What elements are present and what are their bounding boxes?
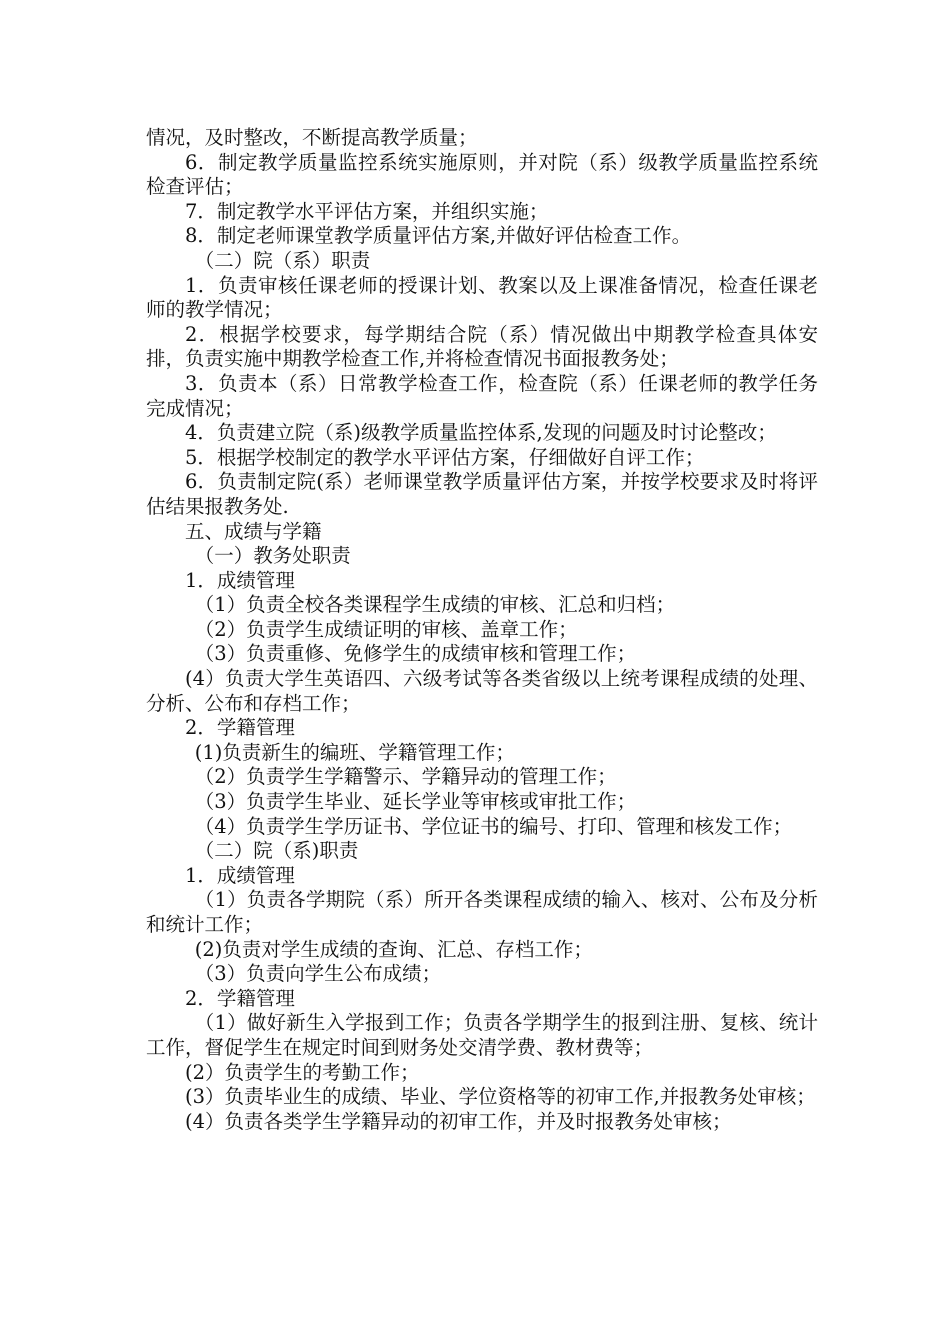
list-item-office-grade-4: (4）负责大学生英语四、六级考试等各类省级以上统考课程成绩的处理、分析、公布和存档工作； <box>146 667 818 715</box>
paragraph-dept-3: 3．负责本（系）日常教学检查工作，检查院（系）任课老师的教学任务完成情况； <box>146 371 818 420</box>
subheading-status-management-2: 2．学籍管理 <box>185 986 295 1010</box>
list-item-office-grade-1: （1）负责全校各类课程学生成绩的审核、汇总和归档； <box>194 593 676 617</box>
list-item-dept-status-2: (2）负责学生的考勤工作； <box>185 1060 420 1084</box>
document-body <box>146 126 818 1134</box>
section-heading-grades-status: 五、成绩与学籍 <box>185 519 322 543</box>
section-heading-dept-duties-2: （二）院（系)职责 <box>194 839 359 863</box>
paragraph-dept-4: 4．负责建立院（系)级教学质量监控体系,发现的问题及时讨论整改； <box>185 421 777 445</box>
list-item-dept-status-1: （1）做好新生入学报到工作；负责各学期学生的报到注册、复核、统计工作，督促学生在规定时间到财务处交清学费、教材费等； <box>146 1011 818 1059</box>
list-item-dept-status-3: (3）负责毕业生的成绩、毕业、学位资格等的初审工作,并报教务处审核； <box>185 1085 816 1109</box>
paragraph-dept-2: 2．根据学校要求，每学期结合院（系）情况做出中期教学检查具体安排，负责实施中期教学检查工作,并将检查情况书面报教务处； <box>146 322 818 371</box>
section-heading-dept-duties: （二）院（系）职责 <box>194 248 371 272</box>
paragraph-continuation: 情况，及时整改，不断提高教学质量； <box>146 126 478 149</box>
subheading-grade-management-2: 1．成绩管理 <box>185 863 295 887</box>
list-item-dept-grade-2: (2)负责对学生成绩的查询、汇总、存档工作； <box>194 937 593 961</box>
list-item-office-status-4: （4）负责学生学历证书、学位证书的编号、打印、管理和核发工作； <box>194 814 793 838</box>
subheading-grade-management: 1．成绩管理 <box>185 568 295 592</box>
paragraph-item-8: 8．制定老师课堂教学质量评估方案,并做好评估检查工作。 <box>185 224 692 248</box>
paragraph-item-6: 6．制定教学质量监控系统实施原则，并对院（系）级教学质量监控系统检查评估； <box>146 150 818 199</box>
list-item-dept-status-4: (4）负责各类学生学籍异动的初审工作，并及时报教务处审核； <box>185 1109 732 1133</box>
paragraph-dept-1: 1．负责审核任课老师的授课计划、教案以及上课准备情况，检查任课老师的教学情况； <box>146 273 818 322</box>
list-item-office-grade-2: （2）负责学生成绩证明的审核、盖章工作； <box>194 617 578 641</box>
list-item-office-status-2: （2）负责学生学籍警示、学籍异动的管理工作； <box>194 765 617 789</box>
paragraph-dept-5: 5．根据学校制定的教学水平评估方案，仔细做好自评工作； <box>185 445 705 469</box>
list-item-dept-grade-1: （1）负责各学期院（系）所开各类课程成绩的输入、核对、公布及分析和统计工作； <box>146 888 818 936</box>
paragraph-dept-6: 6．负责制定院(系）老师课堂教学质量评估方案，并按学校要求及时将评估结果报教务处. <box>146 470 818 518</box>
list-item-office-grade-3: （3）负责重修、免修学生的成绩审核和管理工作； <box>194 642 637 666</box>
subheading-status-management: 2．学籍管理 <box>185 716 295 740</box>
section-heading-academic-office: （一）教务处职责 <box>194 544 351 568</box>
list-item-dept-grade-3: （3）负责向学生公布成绩； <box>194 962 442 986</box>
list-item-office-status-3: （3）负责学生毕业、延长学业等审核或审批工作； <box>194 790 637 814</box>
paragraph-item-7: 7．制定教学水平评估方案，并组织实施； <box>185 199 549 223</box>
list-item-office-status-1: (1)负责新生的编班、学籍管理工作； <box>194 740 515 764</box>
